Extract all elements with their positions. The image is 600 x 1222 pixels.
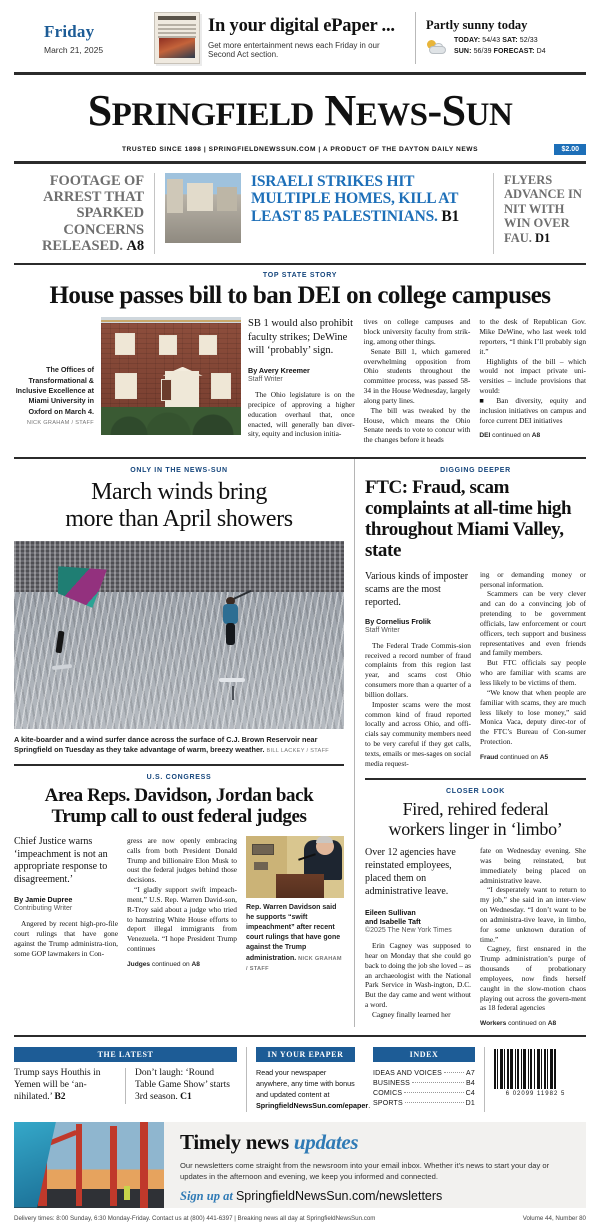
- divider: [415, 12, 416, 64]
- lead-col-2: [364, 317, 471, 445]
- teaser-left-page: A8: [126, 237, 144, 254]
- promo-subtext: Get more entertainment news each Friday in our Second Act section.: [208, 40, 380, 59]
- top-strip: [0, 0, 600, 72]
- weather-sun-value: 56/39: [473, 48, 492, 55]
- congress-jump-label: Judges: [127, 960, 151, 968]
- teaser-left-text: FOOTAGE OF ARREST THAT SPARKED CONCERNS RELEASED.: [42, 173, 144, 254]
- date-label: March 21, 2025: [44, 44, 104, 55]
- ftc-paragraph: But FTC officials say people who are familiar with scams are less likely to be victims of them.: [480, 658, 586, 687]
- congress-col-2: [127, 836, 237, 974]
- newsletter-ad[interactable]: [14, 1122, 586, 1208]
- masthead-credits: TRUSTED SINCE 1898 | SPRINGFIELDNEWSSUN.COM | A PRODUCT OF THE DAYTON DAILY NEWS: [121, 146, 479, 153]
- footer-volume-info: Volume 44, Number 80: [522, 1214, 586, 1222]
- index-row[interactable]: [373, 1088, 475, 1098]
- index-header: INDEX: [373, 1047, 475, 1062]
- congress-kicker: U.S. CONGRESS: [146, 774, 212, 782]
- closer-col-1: [365, 846, 471, 1027]
- index-section-name: SPORTS: [373, 1099, 403, 1107]
- index-page: D1: [465, 1099, 475, 1107]
- weather-sat-label: SAT:: [502, 37, 518, 45]
- closer-paragraph: fate on Wednesday evening. She was being reinstated, but immediately being placed on administrative leave.: [480, 845, 586, 885]
- closer-byline-title: ©2025 The New York Times: [365, 926, 452, 934]
- weather-sat-value: 52/33: [519, 37, 538, 45]
- page-footer: [0, 1208, 600, 1222]
- epaper-text: [256, 1062, 371, 1111]
- closer-body: [365, 846, 586, 1027]
- weather-forecast-label: FORECAST:: [493, 48, 535, 55]
- footer-delivery-info: Delivery times: 8:00 Sunday, 6:30 Monday-Friday. Contact us at (800) 441-6397 | Breaking news all day at SpringfieldNewsSun.com: [14, 1214, 376, 1222]
- weather-title: Partly sunny today: [426, 18, 528, 33]
- ftc-body: [365, 570, 586, 769]
- closer-headline-line1: Fired, rehired federal: [402, 798, 549, 819]
- ad-cta-url: SpringfieldNewsSun.com/newsletters: [235, 1189, 443, 1204]
- index-section-name: COMICS: [373, 1089, 403, 1097]
- ftc-jump-line[interactable]: [480, 754, 586, 761]
- the-latest-header: THE LATEST: [14, 1047, 237, 1062]
- ftc-paragraph: ing or demanding money or personal information.: [480, 569, 586, 589]
- index-section-name: IDEAS AND VOICES: [373, 1069, 442, 1077]
- ad-headline: [180, 1130, 572, 1155]
- lead-headline[interactable]: House passes bill to ban DEI on college campuses: [49, 282, 551, 310]
- congress-headline-line2: Trump call to oust federal judges: [51, 805, 307, 827]
- ftc-col-1: [365, 570, 471, 769]
- lead-deck: SB 1 would also prohibit faculty strikes; DeWine will ‘probably’ sign.: [248, 318, 354, 357]
- congress-headline[interactable]: [14, 786, 344, 836]
- closer-jump-line[interactable]: [480, 1020, 586, 1027]
- lead-jump-line[interactable]: [479, 432, 586, 439]
- epaper-text-pre: Read your newspaper anywhere, any time with bonus and updated content at: [256, 1068, 355, 1099]
- ftc-paragraph: Scammers can be very clever and can do a convincing job of pretending to be government officials, law enforcement or court officers, tech support and business representatives and even friends and family members.: [480, 589, 586, 658]
- lead-photo-credit: NICK GRAHAM / STAFF: [26, 420, 94, 427]
- barcode-box: [484, 1047, 586, 1111]
- feature-caption-text: A kite-boarder and a wind surfer dance across the surface of C.J. Brown Reservoir near Springfield on Tuesday as they take advantage of warm, breezy weather.: [14, 734, 318, 755]
- ftc-paragraph: Imposter scams were the most common kind of fraud reported locally and across Ohio, and offi-cials say community members need to be very careful if they get calls, texts, emails or mes-sages on social media request-: [365, 699, 471, 768]
- closer-byline-1: Eileen Sullivan: [365, 907, 416, 917]
- index-row[interactable]: [373, 1068, 475, 1078]
- lead-col-3: [479, 317, 586, 445]
- congress-col-3: [246, 836, 344, 974]
- latest-item-page: B2: [54, 1092, 66, 1103]
- lead-story-body: [0, 317, 600, 451]
- leader-dots: [405, 1102, 464, 1103]
- congress-photo-caption: [246, 898, 344, 974]
- closer-deck: Over 12 agencies have reinstated employees, placed them on administrative leave.: [365, 846, 456, 897]
- lead-paragraph: tives on college campuses and block university faculty from strik-ing, among other things.: [363, 317, 471, 346]
- lead-jump-page: A8: [531, 432, 541, 440]
- lead-paragraph: to the desk of Republican Gov. Mike DeWine, who last week told reporters, “I think I’ll probably sign it.”: [479, 317, 587, 356]
- lead-col-1: [248, 317, 355, 445]
- ftc-jump-page: A5: [539, 753, 549, 761]
- index-list: [373, 1062, 475, 1108]
- masthead-n: N: [324, 86, 356, 135]
- congress-body: [14, 836, 344, 974]
- congress-paragraph: “I gladly support swift impeach-ment,” U.S. Rep. Warren David-son, R-Troy said about a judge who tried to hamstring White House efforts to deport illegal immigrants from Venezuela. “I hope President Trump continues: [127, 885, 237, 954]
- congress-headline-line1: Area Reps. Davidson, Jordan back: [44, 785, 314, 807]
- latest-item[interactable]: [14, 1068, 116, 1104]
- feature-headline[interactable]: [14, 479, 344, 541]
- closer-paragraph: “I desperately want to return to my job,” she said in an inter-view on Wednesday. “I don’t want to be on administra-tive leave, in limbo, for some unknown duration of time.”: [480, 885, 586, 944]
- weather-block[interactable]: [426, 18, 586, 58]
- teaser-center[interactable]: [155, 173, 493, 254]
- lead-paragraph: Senate Bill 1, which garnered overwhelming opposition from Ohio students throughout the committee process, was passed 58-34 in the House Wednesday, largely along party lines.: [363, 346, 471, 405]
- index-row[interactable]: [373, 1078, 475, 1088]
- weather-sun-label: SUN:: [454, 48, 472, 55]
- congress-deck: Chief Justice warns ‘impeachment is not an appropriate response to disagreement.’: [14, 835, 108, 886]
- teaser-right-page: D1: [535, 230, 551, 245]
- leader-dots: [444, 1072, 464, 1073]
- gaza-rubble-photo: [165, 173, 241, 243]
- teaser-center-text: ISRAELI STRIKES HIT MULTIPLE HOMES, KILL AT LEAST 85 PALESTINIANS.: [251, 173, 459, 225]
- closer-col-2: [480, 846, 586, 1027]
- ftc-jump-label: Fraud: [480, 753, 499, 761]
- feature-kicker: ONLY IN THE NEWS-SUN: [130, 467, 228, 475]
- lead-text-columns: [248, 317, 586, 445]
- closer-jump-page: A8: [547, 1020, 557, 1028]
- congress-jump-page: A8: [191, 960, 200, 968]
- teaser-right-text: FLYERS ADVANCE IN NIT WITH WIN OVER FAU.: [504, 173, 582, 245]
- weather-today-label: TODAY:: [454, 37, 481, 45]
- lead-bullet-item: ■ Ban diversity, equity and inclusion initiatives on campus and force current DEI initiatives: [479, 395, 587, 425]
- epaper-promo[interactable]: [154, 12, 405, 64]
- feature-headline-line1: March winds bring: [91, 479, 267, 506]
- bottom-boxes-row: [0, 1037, 600, 1111]
- ftc-byline-title: Staff Writer: [365, 626, 400, 634]
- index-box: [364, 1047, 484, 1111]
- masthead-s1: S: [87, 86, 112, 135]
- mid-right-column: [355, 459, 586, 1027]
- weather-today-value: 54/43: [482, 37, 501, 45]
- closer-headline-line2: workers linger in ‘limbo’: [388, 818, 563, 839]
- latest-item-text: Don’t laugh: ‘Round Table Game Show’ starts 3rd season.: [135, 1068, 230, 1103]
- congress-paragraph: Angered by recent high-pro-file court rulings that have gone against the Trump administra-tion, some GOP lawmakers in Con-: [14, 919, 118, 958]
- ftc-kicker: DIGGING DEEPER: [440, 467, 511, 475]
- epaper-header: IN YOUR EPAPER: [256, 1047, 355, 1062]
- index-page: B4: [466, 1079, 475, 1087]
- epaper-box: [246, 1047, 371, 1111]
- lead-photo-caption: The Offices of Transformational & Inclusive Excellence at Miami University in Oxford on March 4.: [15, 365, 94, 416]
- barcode-icon: [494, 1049, 577, 1089]
- price-badge: $2.00: [554, 144, 586, 155]
- congress-paragraph: gress are now openly embracing calls from both President Donald Trump and billionaire Elon Musk to oust the federal judges behind those decisions.: [127, 835, 237, 885]
- closer-kicker: CLOSER LOOK: [445, 787, 506, 795]
- lead-jump-label: DEI: [479, 432, 491, 440]
- lead-kicker: TOP STATE STORY: [262, 272, 338, 280]
- miami-university-building-photo: [101, 317, 241, 435]
- congress-photo-credit: NICK GRAHAM / STAFF: [246, 955, 342, 972]
- masthead-title: [0, 75, 600, 140]
- weekday-label: Friday: [44, 21, 95, 41]
- index-page: C4: [465, 1089, 475, 1097]
- teaser-row: [0, 164, 600, 263]
- masthead-news: EWS: [355, 97, 428, 133]
- closer-paragraph: Erin Cagney was supposed to hear on Monday that she could go back to doing the job she loved – as an archaeologist with the National Park Service in Wash-ington, D.C. But the day came and went without a word.: [365, 940, 471, 1010]
- epaper-url[interactable]: SpringfieldNewsSun.com/epaper: [256, 1100, 369, 1110]
- masthead-dash-s: -S: [427, 86, 466, 135]
- teaser-center-page: B1: [441, 207, 460, 225]
- teaser-left[interactable]: [14, 173, 154, 254]
- mid-section: [0, 459, 600, 1027]
- ftc-paragraph: “We know that when people are familiar with scams, they are much less likely to lose money,” said Monica Vaca, deputy direc-tor of the FTC’s Bureau of Con-sumer Protection.: [480, 687, 586, 747]
- closer-jump-label: Workers: [480, 1020, 507, 1028]
- ad-headline-italic: updates: [293, 1129, 359, 1154]
- ad-cta[interactable]: [180, 1183, 572, 1204]
- feature-photo-credit: BILL LACKEY / STAFF: [266, 748, 330, 755]
- masthead-springfield: PRINGFIELD: [111, 97, 314, 133]
- congress-byline-title: Contributing Writer: [14, 905, 73, 913]
- weather-forecast-page: D4: [536, 48, 546, 55]
- closer-byline-2: and Isabelle Taft: [365, 916, 421, 926]
- congress-jump-line[interactable]: [127, 961, 237, 968]
- feature-headline-line2: more than April showers: [65, 506, 293, 533]
- closer-headline[interactable]: [365, 799, 586, 846]
- ad-cta-prefix: Sign up at: [180, 1189, 236, 1204]
- latest-item-page: C1: [180, 1092, 192, 1103]
- ftc-paragraph: The Federal Trade Commis-sion received a record number of fraud complaints from this region last year, and scams cost Ohio consumers more than a quarter of a billion dollars.: [365, 640, 471, 699]
- lead-photo-caption-col: [14, 317, 94, 445]
- epaper-text-post: .: [368, 1100, 371, 1110]
- masthead-subbar: [0, 140, 600, 161]
- construction-site-photo: [14, 1122, 164, 1208]
- teaser-right[interactable]: [494, 173, 586, 254]
- ftc-byline: By Cornelius Frolik: [365, 616, 431, 626]
- kiteboarder-reservoir-photo: [14, 541, 344, 729]
- promo-headline: In your digital ePaper ...: [208, 16, 395, 37]
- leader-dots: [404, 1092, 463, 1093]
- congress-caption-text: Rep. Warren Davidson said he supports “swift impeachment” after recent court rulings that have gone against the Trump administration.: [246, 903, 341, 962]
- mid-left-column: [14, 459, 354, 1027]
- ftc-headline[interactable]: FTC: Fraud, scam complaints at all-time high throughout Miami Valley, state: [365, 477, 572, 561]
- the-latest-box: [14, 1047, 246, 1111]
- closer-paragraph: Cagney, first ensnared in the Trump administration’s purge of thousands of probationary employees, now finds herself caught in the slow-motion chaos playing out across the govern-ment as 18 federal agencies: [480, 944, 586, 1013]
- ftc-deck: Various kinds of imposter scams are the most reported.: [365, 570, 469, 608]
- warren-davidson-photo: [246, 836, 344, 898]
- latest-item[interactable]: [125, 1068, 237, 1104]
- closer-paragraph: Cagney finally learned her: [372, 1009, 451, 1019]
- newspaper-thumbnail-icon: [154, 12, 200, 64]
- feature-photo-caption: [14, 729, 344, 756]
- lead-paragraph: Highlights of the bill – which would not impact private uni-versities – include provisions that would:: [479, 356, 587, 396]
- ad-headline-plain: Timely news: [180, 1129, 294, 1154]
- index-page: A7: [466, 1069, 475, 1077]
- partly-sunny-icon: [426, 39, 448, 55]
- lead-paragraph: The Ohio legislature is on the precipice of approving a higher education overhaul that, once enacted, will generally ban diver-sity, equity and inclusion initia-: [248, 390, 355, 439]
- ftc-col-2: [480, 570, 586, 769]
- ad-body-text: Our newsletters come straight from the newsroom into your email inbox. Whether it’s news to start your day or updates in the afternoon and evening, we keep you informed and connected.: [180, 1160, 550, 1182]
- congress-byline: By Jamie Dupree: [14, 895, 73, 905]
- index-row[interactable]: [373, 1098, 475, 1108]
- lead-jump-text: continued on: [490, 432, 532, 440]
- index-section-name: BUSINESS: [373, 1079, 410, 1087]
- lead-byline: By Avery Kreemer: [248, 366, 310, 376]
- date-block: [14, 22, 154, 55]
- congress-jump-text: continued on: [150, 960, 192, 968]
- barcode-number: 6 02099 11982 5: [505, 1091, 566, 1098]
- leader-dots: [412, 1082, 464, 1083]
- latest-item-text: Trump says Houthis in Yemen will be ‘an-nihilated.’: [14, 1068, 101, 1103]
- ftc-jump-text: continued on: [498, 753, 540, 761]
- closer-jump-text: continued on: [506, 1020, 548, 1028]
- lead-paragraph: The bill was tweaked by the House, which means the Ohio Senate needs to vote to concur with the changes before it heads: [363, 405, 471, 445]
- congress-col-1: [14, 836, 118, 974]
- masthead-un: UN: [465, 97, 513, 133]
- lead-byline-title: Staff Writer: [248, 376, 283, 384]
